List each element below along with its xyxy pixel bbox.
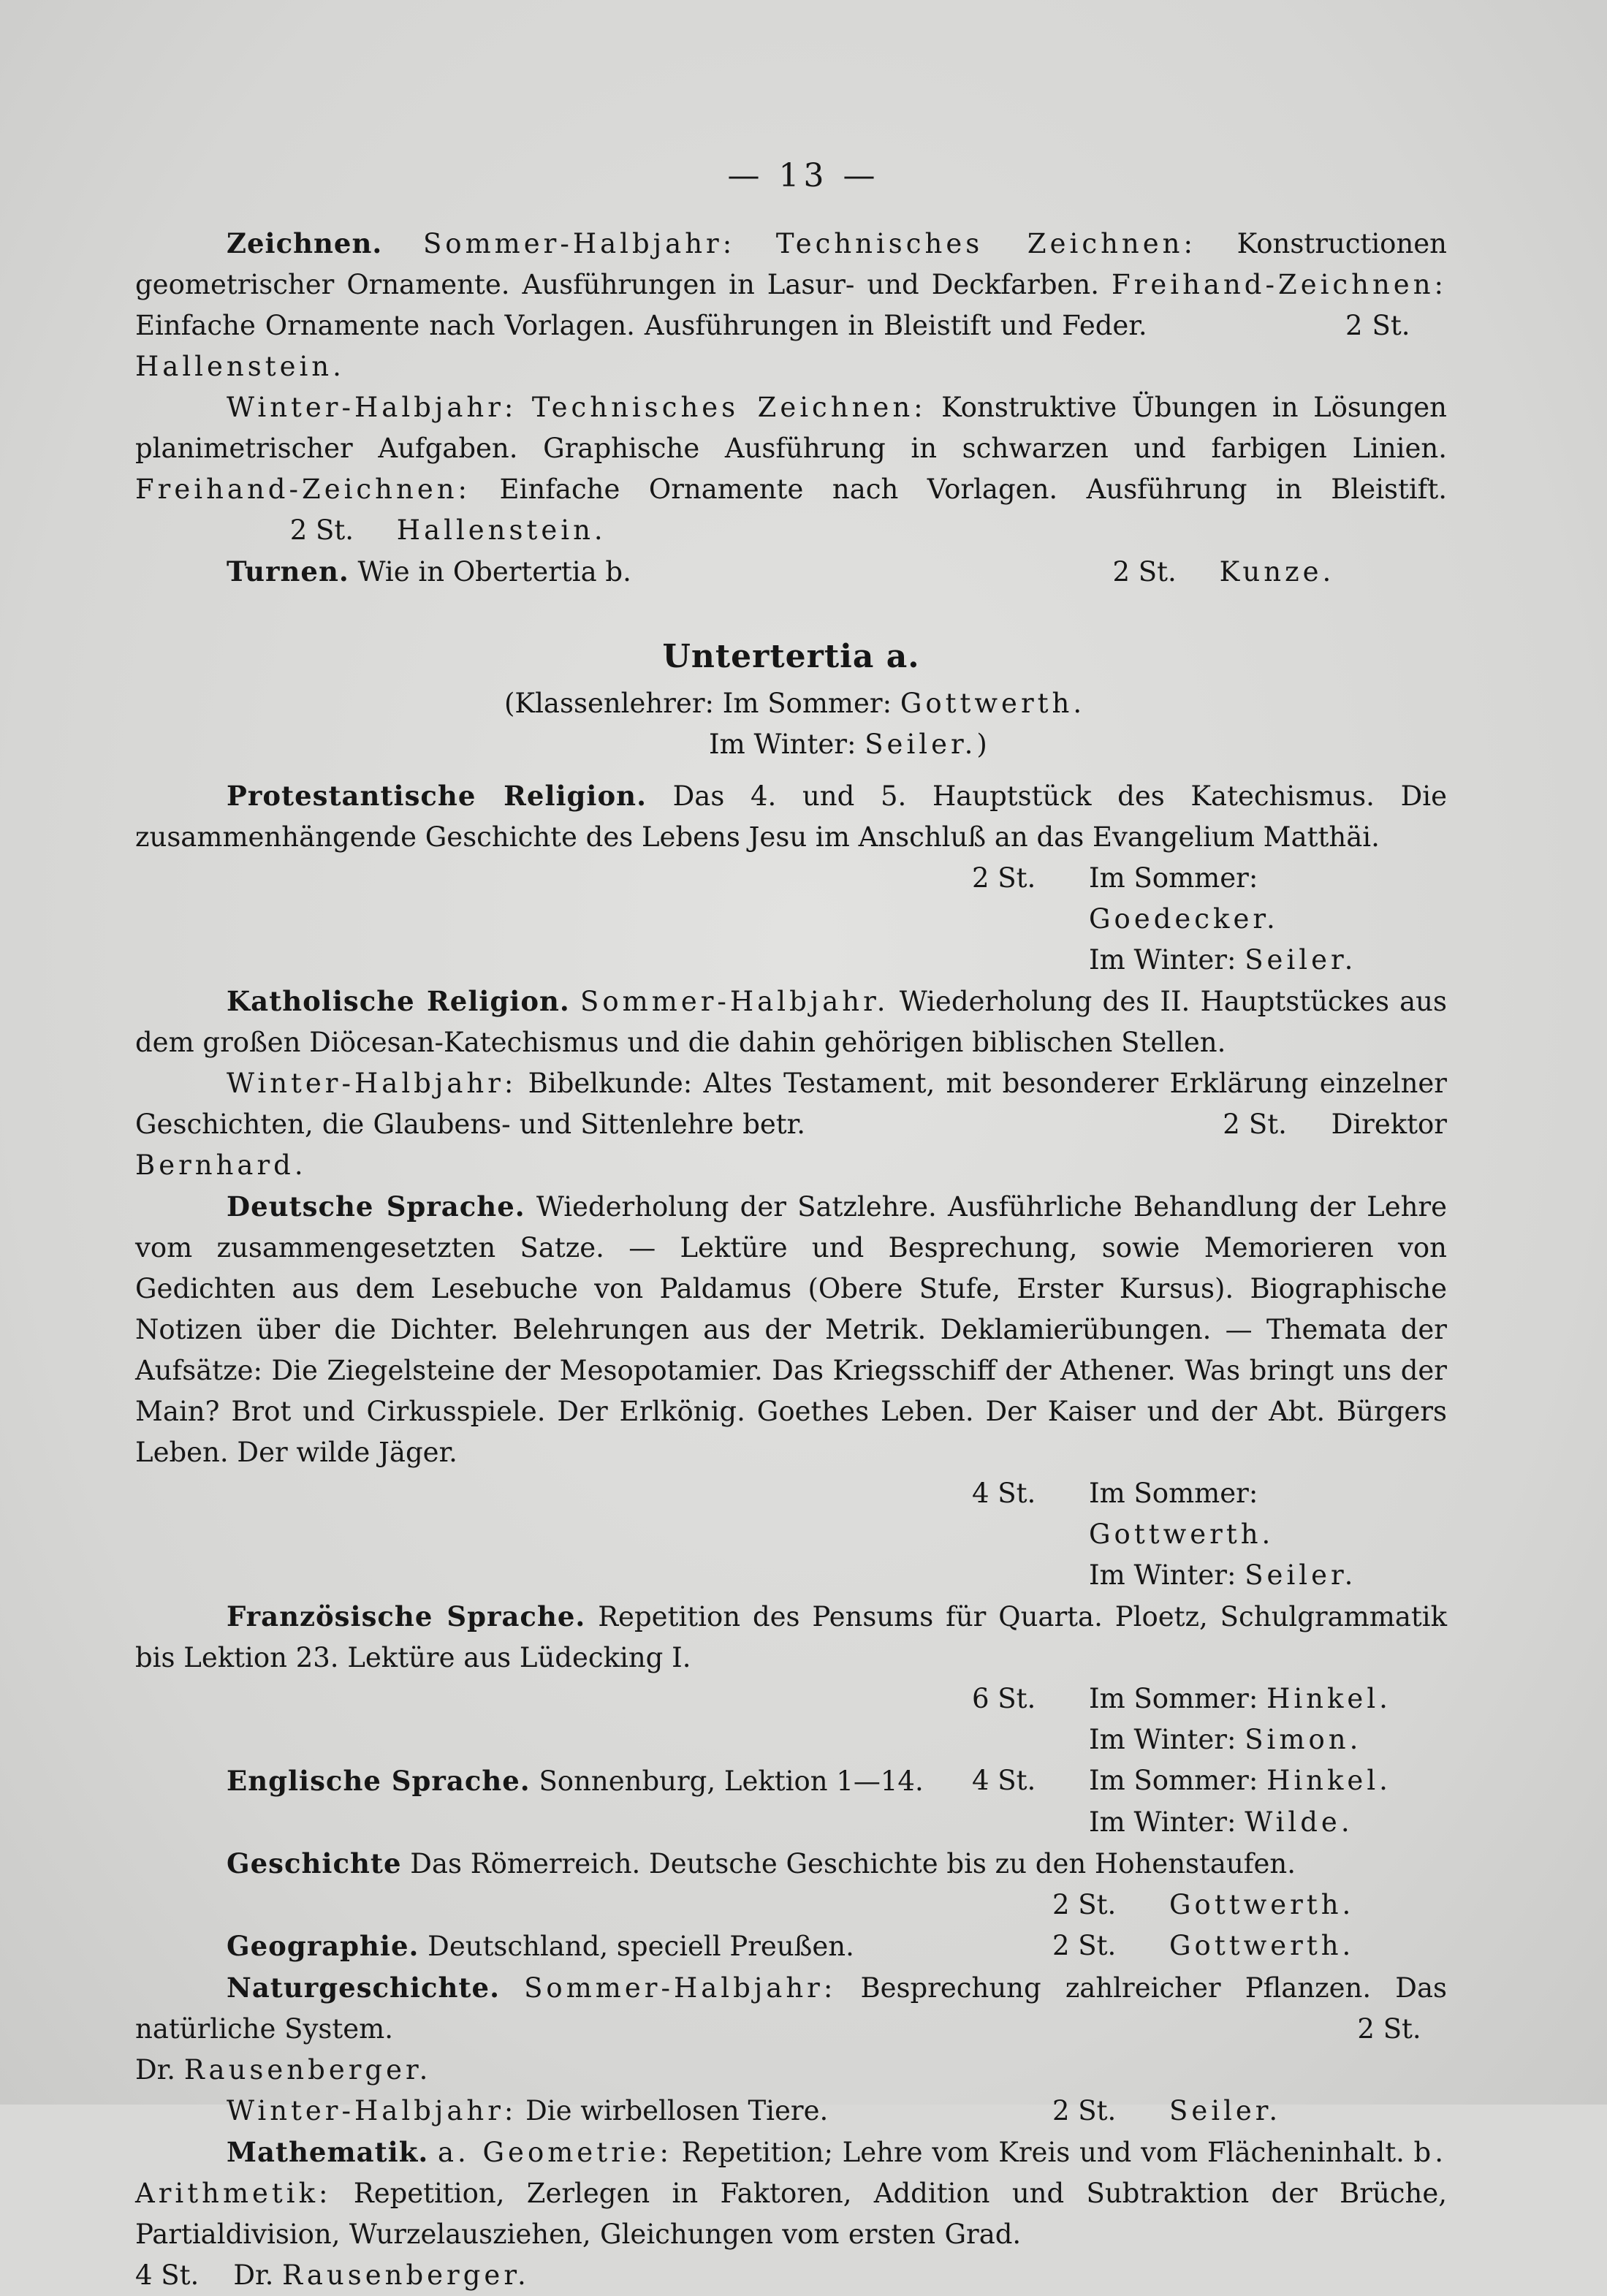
englisch-lead	[135, 1760, 972, 1802]
geographie-lead	[135, 1926, 1052, 1967]
zeichnen-summer-free-label: Freihand-Zeichnen:	[1111, 269, 1447, 300]
protestant-winter-label: Im Winter:	[1089, 944, 1236, 976]
turnen-heading: Turnen.	[227, 555, 349, 588]
deutsch-winter-teacher-block	[1089, 1555, 1447, 1596]
klassenlehrer-winter-prefix: Im Winter:	[709, 729, 856, 760]
protestant-summer-teacher-block	[1089, 858, 1447, 940]
mathematik-b-label: b. Arithmetik:	[135, 2137, 1447, 2209]
klassenlehrer-line	[135, 683, 1447, 724]
zeichnen-summer-tech-text: Konstructionen geometrischer Ornamente. Ausführungen in Lasur- und Deckfarben.	[135, 228, 1448, 300]
katholisch-winter-text: Bibelkunde: Altes Testament, mit besonderer Erklärung einzelner Geschichten, die Glaubens- und Sittenlehre betr.	[135, 1068, 1447, 1140]
englisch-winter-label: Im Winter:	[1089, 1806, 1236, 1838]
franzoesisch-summer-label: Im Sommer:	[1089, 1683, 1258, 1714]
zeichnen-winter-tech-label: Technisches Zeichnen:	[531, 392, 927, 423]
natur-winter-hours: 2 St.	[1052, 2095, 1117, 2126]
zeichnen-summer-hours: 2 St.	[1345, 310, 1410, 341]
protestant-hours: 2 St.	[972, 862, 1036, 894]
page-number: — 13 —	[727, 157, 880, 194]
deutsch-summer-teacher: Gottwerth.	[1089, 1518, 1274, 1550]
mathematik-heading: Mathematik.	[227, 2136, 429, 2168]
deutsch-text: Wiederholung der Satzlehre. Ausführliche Behandlung der Lehre vom zusammengesetzten Satze. — Lektüre und Besprechung, sowie Memorieren von Gedichten aus dem Lesebuche von Paldamus (Obere Stufe, Erster Kursus). Biographische Notizen über die Dichter. Belehrungen aus der Metrik. Deklamierübungen. — Themata der Aufsätze: Die Ziegelsteine der Mesopotamier. Das Kriegsschiff der Athener. Was bringt uns der Main? Brot und Cirkusspiele. Der Erlkönig. Goethes Leben. Der Kaiser und der Abt. Bürgers Leben. Der wilde Jäger.	[135, 1191, 1448, 1468]
geschichte-teacher	[1169, 1885, 1447, 1926]
klassenlehrer-winter-line	[135, 724, 1447, 765]
natur-winter-text: Die wirbellosen Tiere.	[525, 2095, 829, 2126]
protestant-summer-line	[135, 858, 1447, 940]
katholisch-summer-paragraph	[135, 981, 1447, 1063]
zeichnen-summer-free-text: Einfache Ornamente nach Vorlagen. Ausführungen in Bleistift und Feder.	[135, 310, 1147, 341]
natur-winter-lead	[135, 2091, 1052, 2132]
protestant-summer-label: Im Sommer:	[1089, 862, 1258, 894]
mathematik-teacher: Rausenberger.	[282, 2259, 530, 2291]
zeichnen-winter-free-label: Freihand-Zeichnen:	[135, 474, 471, 505]
natur-winter-label: Winter-Halbjahr:	[227, 2095, 517, 2126]
geschichte-teacher-line	[135, 1885, 1447, 1926]
deutsch-heading: Deutsche Sprache.	[227, 1190, 525, 1223]
protestant-summer-teacher: Goedecker.	[1089, 903, 1279, 935]
geschichte-text: Das Römerreich. Deutsche Geschichte bis zu den Hohenstaufen.	[410, 1848, 1296, 1879]
franzoesisch-winter-line	[135, 1719, 1447, 1760]
mathematik-b-text: Repetition, Zerlegen in Faktoren, Addition und Subtraktion der Brüche, Partialdivision, Wurzelausziehen, Gleichungen vom ersten Grad.	[135, 2178, 1448, 2250]
zeichnen-winter-teacher: Hallenstein.	[396, 514, 607, 546]
protestant-text: Das 4. und 5. Hauptstück des Katechismus. Die zusammenhängende Geschichte des Lebens Jesu im Anschluß an das Evangelium Matthäi.	[135, 780, 1447, 853]
englisch-line	[135, 1760, 1447, 1802]
section-title: Untertertia a.	[662, 638, 920, 675]
englisch-summer-label: Im Sommer:	[1089, 1765, 1258, 1796]
englisch-summer-teacher-block	[1089, 1760, 1447, 1802]
deutsch-winter-label: Im Winter:	[1089, 1559, 1236, 1591]
englisch-hours: 4 St.	[972, 1765, 1036, 1796]
englisch-summer-teacher: Hinkel.	[1266, 1765, 1391, 1796]
englisch-text: Sonnenburg, Lektion 1—14.	[539, 1765, 924, 1797]
natur-winter-line	[135, 2091, 1447, 2132]
mathematik-hours: 4 St.	[135, 2259, 200, 2291]
geschichte-paragraph	[135, 1843, 1447, 1885]
natur-summer-paragraph	[135, 1967, 1447, 2091]
natur-winter-teacher-block	[1169, 2091, 1447, 2132]
natur-heading: Naturgeschichte.	[227, 1972, 500, 2004]
geographie-text: Deutschland, speciell Preußen.	[428, 1931, 854, 1962]
turnen-text: Wie in Obertertia b.	[357, 556, 631, 588]
englisch-winter-teacher: Wilde.	[1245, 1806, 1353, 1838]
natur-summer-label: Sommer-Halbjahr:	[524, 1972, 837, 2004]
natur-summer-text: Besprechung zahlreicher Pflanzen. Das natürliche System.	[135, 1972, 1447, 2045]
zeichnen-winter-free-text: Einfache Ornamente nach Vorlagen. Ausführung in Bleistift.	[499, 474, 1447, 505]
mathematik-a-text: Repetition; Lehre vom Kreis und vom Flächeninhalt.	[681, 2137, 1405, 2168]
geographie-hours: 2 St.	[1052, 1930, 1117, 1961]
zeichnen-summer-paragraph	[135, 223, 1447, 387]
natur-winter-teacher: Seiler.	[1169, 2095, 1282, 2126]
franzoesisch-text: Repetition des Pensums für Quarta. Ploetz, Schulgrammatik bis Lektion 23. Lektüre aus Lüdecking I.	[135, 1601, 1448, 1673]
natur-summer-hours: 2 St.	[1357, 2013, 1421, 2045]
zeichnen-summer-teacher: Hallenstein.	[135, 351, 345, 382]
protestant-winter-line	[135, 940, 1447, 981]
franzoesisch-winter-label: Im Winter:	[1089, 1724, 1236, 1755]
zeichnen-winter-label: Winter-Halbjahr:	[227, 392, 517, 423]
klassenlehrer-summer: Gottwerth.	[900, 688, 1086, 719]
katholisch-teacher-prefix: Direktor	[1331, 1109, 1447, 1140]
deutsch-paragraph	[135, 1186, 1447, 1473]
zeichnen-heading: Zeichnen.	[227, 227, 383, 259]
klassenlehrer-prefix: (Klassenlehrer: Im Sommer:	[504, 688, 892, 719]
zeichnen-summer-label: Sommer-Halbjahr:	[422, 228, 736, 259]
geographie-heading: Geographie.	[227, 1930, 419, 1962]
franzoesisch-hours: 6 St.	[972, 1683, 1036, 1714]
deutsch-hours: 4 St.	[972, 1478, 1036, 1509]
franzoesisch-summer-teacher: Hinkel.	[1266, 1683, 1391, 1714]
geographie-teacher-block	[1169, 1926, 1447, 1967]
protestant-paragraph	[135, 775, 1447, 858]
natur-summer-teacher-prefix: Dr.	[135, 2054, 176, 2086]
geographie-teacher: Gottwerth.	[1169, 1930, 1355, 1961]
deutsch-summer-teacher-block	[1089, 1473, 1447, 1555]
franzoesisch-winter-teacher: Simon.	[1245, 1724, 1362, 1755]
geographie-line	[135, 1926, 1447, 1967]
deutsch-summer-line	[135, 1473, 1447, 1555]
page-content	[135, 223, 1447, 2296]
geschichte-hours: 2 St.	[1052, 1889, 1117, 1920]
zeichnen-winter-hours: 2 St.	[289, 514, 354, 546]
deutsch-winter-teacher: Seiler.	[1245, 1559, 1357, 1591]
deutsch-summer-label: Im Sommer:	[1089, 1478, 1258, 1509]
zeichnen-summer-tech-label: Technisches Zeichnen:	[775, 228, 1196, 259]
turnen-paragraph	[135, 551, 1447, 593]
protestant-heading: Protestantische Religion.	[227, 780, 647, 812]
franzoesisch-summer-teacher-block	[1089, 1679, 1447, 1719]
katholisch-summer-label: Sommer-Halbjahr.	[580, 986, 889, 1017]
turnen-hours: 2 St.	[1112, 556, 1177, 588]
katholisch-heading: Katholische Religion.	[227, 985, 570, 1017]
zeichnen-winter-paragraph	[135, 387, 1447, 551]
geschichte-heading: Geschichte	[227, 1847, 402, 1879]
turnen-teacher: Kunze.	[1219, 556, 1335, 588]
franzoesisch-heading: Französische Sprache.	[227, 1600, 586, 1632]
katholisch-teacher: Bernhard.	[135, 1149, 307, 1181]
protestant-winter-teacher: Seiler.	[1245, 944, 1357, 976]
geschichte-teacher-name: Gottwerth.	[1169, 1889, 1355, 1920]
natur-summer-teacher: Rausenberger.	[183, 2054, 432, 2086]
franzoesisch-summer-line	[135, 1679, 1447, 1719]
deutsch-winter-line	[135, 1555, 1447, 1596]
katholisch-winter-label: Winter-Halbjahr:	[227, 1068, 517, 1099]
katholisch-winter-paragraph	[135, 1063, 1447, 1186]
klassenlehrer-winter: Seiler.)	[865, 729, 991, 760]
englisch-winter-teacher-block	[1089, 1802, 1447, 1843]
zeichnen-winter-tech-text: Konstruktive Übungen in Lösungen planimetrischer Aufgaben. Graphische Ausführung in schwarzen und farbigen Linien.	[135, 392, 1447, 464]
franzoesisch-paragraph	[135, 1596, 1447, 1679]
katholisch-summer-text: Wiederholung des II. Hauptstückes aus dem großen Diöcesan-Katechismus und die dahin gehörigen biblischen Stellen.	[135, 986, 1448, 1058]
englisch-heading: Englische Sprache.	[227, 1765, 531, 1797]
franzoesisch-winter-teacher-block	[1089, 1719, 1447, 1760]
englisch-winter-line	[135, 1802, 1447, 1843]
mathematik-teacher-prefix: Dr.	[233, 2259, 274, 2291]
mathematik-paragraph	[135, 2132, 1447, 2296]
mathematik-a-label: a. Geometrie:	[437, 2137, 672, 2168]
protestant-winter-teacher-block	[1089, 940, 1447, 981]
katholisch-hours: 2 St.	[1223, 1109, 1287, 1140]
